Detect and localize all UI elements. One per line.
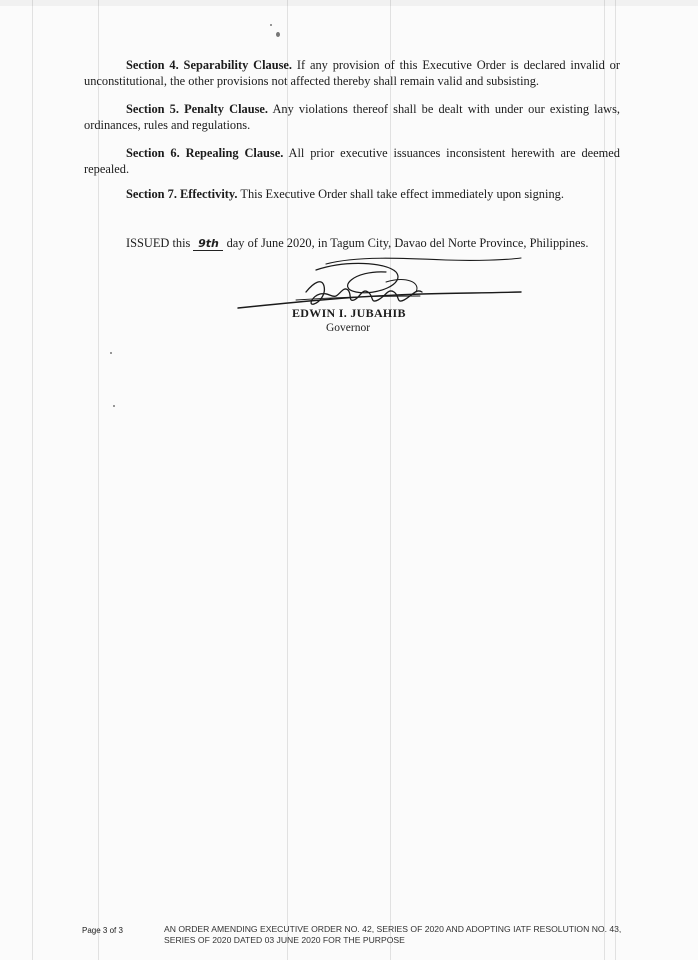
section-4-heading: Section 4. Separability Clause. [126,58,293,72]
footer-page-number: Page 3 of 3 [82,926,123,935]
scan-line [615,0,616,960]
section-4-text: If any provision of this Executive Order is declared invalid or unconstitutional, the other provisions not affected thereby shall remain valid and subsisting. [84,58,620,88]
scan-line [604,0,605,960]
section-7-text: This Executive Order shall take effect immediately upon signing. [237,187,564,201]
scan-line [287,0,288,960]
scan-line [390,0,391,960]
section-6-text: All prior executive issuances inconsistent herewith are deemed repealed. [84,146,620,176]
scan-line [32,0,33,960]
section-7-heading: Section 7. Effectivity. [126,187,238,201]
signature [236,252,536,352]
section-5-paragraph [84,102,620,133]
signatory-name: EDWIN I. JUBAHIB [292,306,406,320]
scan-speck [113,405,115,407]
section-4-paragraph [84,58,620,89]
section-5-text: Any violations thereof shall be dealt with under our existing laws, ordinances, rules and regulations. [84,102,620,132]
issued-line [126,236,588,251]
footer-document-title: AN ORDER AMENDING EXECUTIVE ORDER NO. 42, SERIES OF 2020 AND ADOPTING IATF RESOLUTION NO. 43, SERIES OF 2020 DATED 03 JUNE 2020 FOR THE PURPOSE [164,924,622,945]
section-7-paragraph [84,187,620,203]
scan-speck [270,24,272,26]
signatory-title: Governor [326,322,371,334]
section-5-heading: Section 5. Penalty Clause. [126,102,269,116]
issued-suffix: day of June 2020, in Tagum City, Davao del Norte Province, Philippines. [223,236,589,250]
scan-speck [110,352,112,354]
scan-top-band [0,0,698,6]
section-6-heading: Section 6. Repealing Clause. [126,146,284,160]
signature-scribble-icon [236,252,536,352]
scan-speck [276,32,280,37]
section-6-paragraph [84,146,620,177]
issued-prefix: ISSUED this [126,236,194,250]
scan-line [98,0,99,960]
issued-day-handwritten: 9th [193,237,223,251]
